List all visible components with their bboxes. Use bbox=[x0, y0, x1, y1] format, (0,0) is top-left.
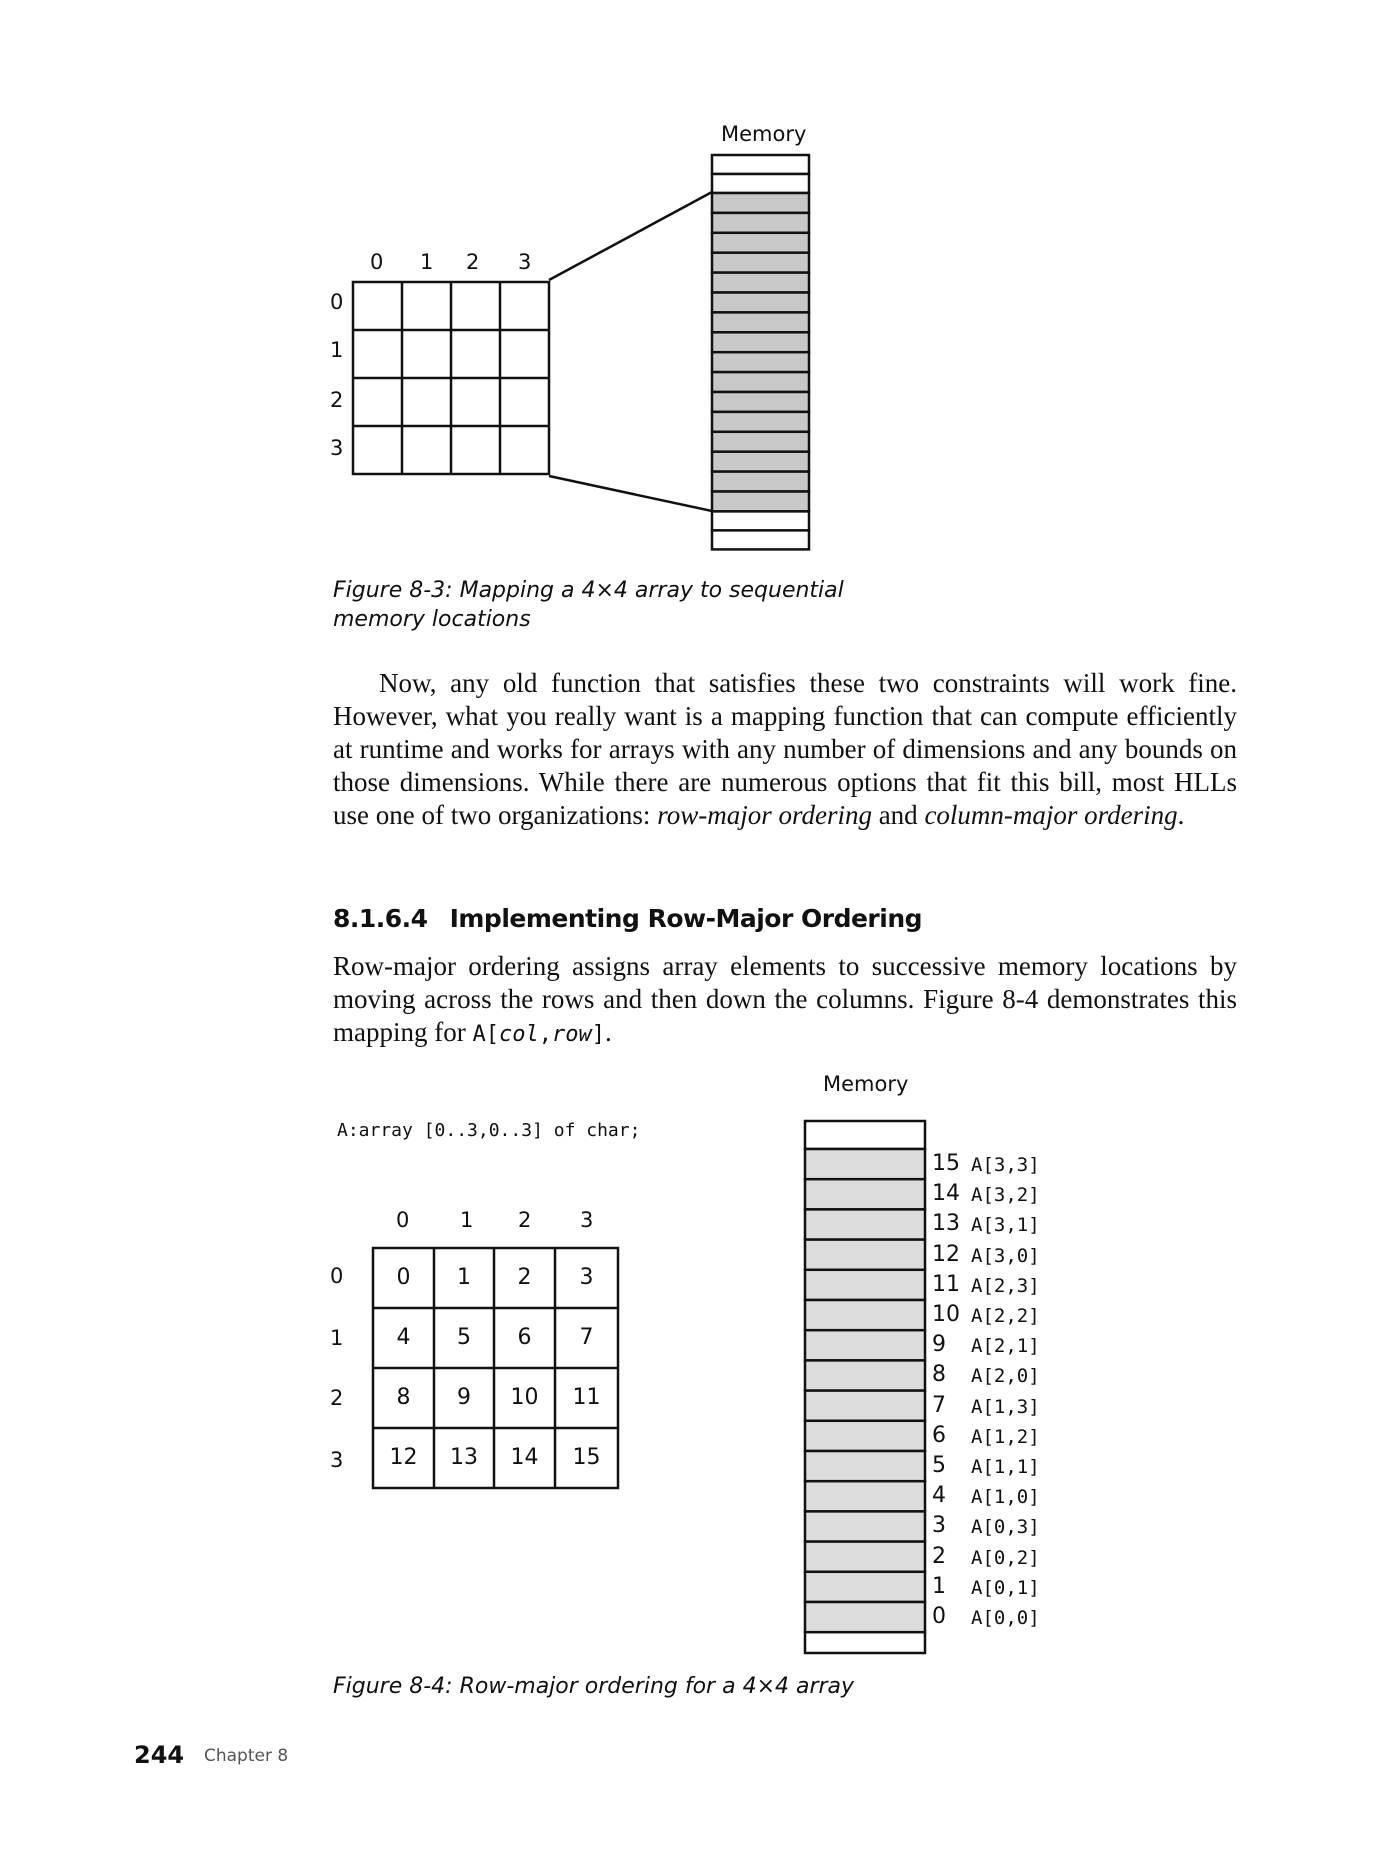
memory-cell bbox=[805, 1209, 925, 1239]
memory-element-label: A[0,2] bbox=[971, 1546, 1040, 1569]
memory-cell bbox=[712, 213, 809, 233]
memory-cell bbox=[712, 273, 809, 293]
array-cell-value: 15 bbox=[572, 1445, 601, 1470]
memory-cell-empty bbox=[712, 511, 809, 530]
memory-cell bbox=[805, 1542, 925, 1572]
code-text: col bbox=[498, 1022, 539, 1047]
memory-cell bbox=[805, 1391, 925, 1421]
memory-cell bbox=[712, 492, 809, 512]
figure-caption bbox=[333, 576, 844, 634]
col-index: 2 bbox=[518, 1208, 532, 1232]
memory-cell bbox=[712, 452, 809, 472]
inline-code bbox=[472, 1022, 605, 1047]
memory-cell bbox=[712, 332, 809, 352]
memory-element-label: A[1,3] bbox=[971, 1395, 1040, 1418]
body-paragraph bbox=[333, 667, 1237, 832]
memory-cell bbox=[805, 1330, 925, 1360]
row-index: 0 bbox=[330, 1264, 344, 1288]
col-index: 3 bbox=[518, 250, 532, 274]
array-cell-value: 4 bbox=[396, 1325, 411, 1350]
memory-element-label: A[3,0] bbox=[971, 1244, 1040, 1267]
array-grid bbox=[353, 282, 549, 474]
memory-column bbox=[712, 155, 809, 549]
code-text: ] bbox=[591, 1022, 605, 1047]
memory-index: 8 bbox=[932, 1362, 946, 1388]
memory-index: 3 bbox=[932, 1513, 946, 1539]
memory-cell bbox=[805, 1511, 925, 1541]
array-declaration: A:array [0..3,0..3] of char; bbox=[337, 1120, 641, 1141]
memory-cell bbox=[712, 312, 809, 332]
code-text: , bbox=[538, 1022, 552, 1047]
col-index: 1 bbox=[420, 250, 434, 274]
memory-element-label: A[2,2] bbox=[971, 1305, 1040, 1327]
array-cell-value: 10 bbox=[510, 1385, 539, 1410]
array-cell-value: 2 bbox=[517, 1265, 532, 1290]
row-index: 3 bbox=[330, 436, 344, 460]
body-paragraph bbox=[333, 950, 1237, 1051]
memory-element-label: A[3,1] bbox=[971, 1214, 1040, 1237]
term-column-major: column-major ordering bbox=[924, 800, 1178, 830]
memory-cell bbox=[712, 372, 809, 392]
memory-cell bbox=[712, 392, 809, 412]
memory-cell-empty bbox=[712, 174, 809, 193]
col-index: 0 bbox=[370, 250, 384, 274]
memory-column bbox=[805, 1121, 925, 1653]
row-index: 1 bbox=[330, 1326, 344, 1350]
row-index: 1 bbox=[330, 338, 344, 362]
memory-cell bbox=[805, 1421, 925, 1451]
col-index: 1 bbox=[460, 1208, 474, 1232]
memory-element-label: A[1,1] bbox=[971, 1456, 1040, 1478]
memory-cell bbox=[805, 1179, 925, 1209]
memory-cell bbox=[805, 1240, 925, 1270]
memory-index: 14 bbox=[932, 1181, 960, 1207]
section-heading bbox=[333, 904, 922, 933]
memory-index: 6 bbox=[932, 1422, 946, 1448]
memory-cell bbox=[712, 472, 809, 492]
code-text: A[ bbox=[472, 1022, 499, 1047]
memory-cell bbox=[712, 412, 809, 432]
memory-index: 7 bbox=[932, 1392, 946, 1418]
array-cell-value: 3 bbox=[579, 1265, 594, 1290]
memory-cell bbox=[805, 1360, 925, 1390]
memory-element-label: A[2,3] bbox=[971, 1274, 1040, 1297]
memory-label: Memory bbox=[721, 122, 807, 146]
memory-index: 13 bbox=[932, 1211, 960, 1237]
array-cell-value: 14 bbox=[510, 1445, 539, 1470]
caption-line: Figure 8-3: Mapping a 4×4 array to sequential bbox=[333, 578, 844, 603]
memory-element-label: A[3,3] bbox=[971, 1154, 1040, 1176]
connector-top bbox=[549, 192, 712, 280]
memory-element-label: A[1,0] bbox=[971, 1486, 1040, 1509]
array-cell-value: 8 bbox=[396, 1385, 411, 1410]
memory-cell bbox=[805, 1270, 925, 1300]
paragraph-text: . bbox=[1177, 800, 1185, 830]
row-index: 2 bbox=[330, 1386, 344, 1410]
array-cell-value: 6 bbox=[517, 1325, 532, 1350]
memory-element-label: A[2,0] bbox=[971, 1365, 1040, 1388]
section-number: 8.1.6.4 bbox=[333, 904, 428, 933]
memory-cell-empty bbox=[712, 155, 809, 174]
paragraph-text: and bbox=[871, 800, 925, 830]
memory-cell bbox=[712, 432, 809, 452]
array-cell-value: 5 bbox=[457, 1325, 471, 1350]
memory-element-label: A[0,3] bbox=[971, 1516, 1040, 1539]
memory-cell bbox=[805, 1572, 925, 1602]
memory-index: 4 bbox=[932, 1483, 946, 1509]
memory-index: 15 bbox=[932, 1151, 960, 1176]
memory-index: 1 bbox=[932, 1573, 946, 1599]
row-index: 2 bbox=[330, 388, 344, 412]
memory-element-label: A[0,1] bbox=[971, 1576, 1040, 1599]
array-cell-value: 11 bbox=[572, 1385, 601, 1410]
memory-element-label: A[3,2] bbox=[971, 1184, 1040, 1207]
memory-cell bbox=[805, 1300, 925, 1330]
memory-index: 10 bbox=[932, 1302, 960, 1327]
col-index: 0 bbox=[396, 1208, 410, 1232]
array-cell-value: 12 bbox=[389, 1445, 418, 1470]
memory-element-label: A[1,2] bbox=[971, 1425, 1040, 1448]
memory-cell bbox=[805, 1451, 925, 1481]
memory-index: 0 bbox=[932, 1604, 946, 1629]
memory-index: 2 bbox=[932, 1543, 946, 1569]
memory-index: 11 bbox=[932, 1271, 960, 1297]
term-row-major: row-major ordering bbox=[657, 800, 872, 830]
caption-line: memory locations bbox=[333, 607, 531, 632]
memory-cell-empty bbox=[805, 1121, 925, 1149]
memory-cell bbox=[712, 233, 809, 253]
memory-cell bbox=[712, 293, 809, 313]
memory-cell bbox=[712, 352, 809, 372]
paragraph-text: Now, any old function that satisfies these two constraints will work fine. However, what you really want is a mapping function that can compute efficiently at runtime and works for arrays with any number of dimensions and any bounds on those dimensions. While there are numerous options that fit this bill, most HLLs use one of two organizations: bbox=[333, 668, 1237, 830]
connector-bottom bbox=[549, 476, 712, 511]
paragraph-text: Row-major ordering assigns array elements to successive memory locations by moving across the rows and then down the columns. Figure 8-4 demonstrates this mapping for bbox=[333, 951, 1237, 1047]
paragraph-text: . bbox=[604, 1017, 612, 1047]
row-index: 0 bbox=[330, 290, 344, 314]
memory-element-label: A[0,0] bbox=[971, 1607, 1040, 1629]
array-cell-value: 1 bbox=[457, 1265, 471, 1290]
memory-cell bbox=[805, 1602, 925, 1632]
memory-element-label: A[2,1] bbox=[971, 1335, 1040, 1358]
memory-cell bbox=[805, 1149, 925, 1179]
col-index: 3 bbox=[580, 1208, 594, 1232]
section-title: Implementing Row-Major Ordering bbox=[449, 904, 923, 933]
array-cell-value: 9 bbox=[457, 1385, 471, 1410]
row-index: 3 bbox=[330, 1448, 344, 1472]
memory-index: 12 bbox=[932, 1241, 960, 1267]
memory-cell-empty bbox=[805, 1632, 925, 1653]
memory-index: 5 bbox=[932, 1453, 946, 1478]
code-text: row bbox=[551, 1022, 592, 1047]
col-index: 2 bbox=[466, 250, 480, 274]
array-cell-value: 7 bbox=[579, 1325, 594, 1350]
memory-cell bbox=[805, 1481, 925, 1511]
memory-cell bbox=[712, 193, 809, 213]
memory-index: 9 bbox=[932, 1332, 946, 1358]
figure-8-3-drawing bbox=[0, 0, 1400, 600]
figure-caption: Figure 8-4: Row-major ordering for a 4×4 array bbox=[333, 1674, 855, 1699]
memory-cell-empty bbox=[712, 530, 809, 549]
memory-cell bbox=[712, 253, 809, 273]
chapter-label: Chapter 8 bbox=[204, 1746, 289, 1766]
array-cell-value: 0 bbox=[396, 1265, 411, 1290]
memory-label: Memory bbox=[823, 1072, 909, 1096]
page-number: 244 bbox=[134, 1741, 185, 1769]
array-cell-value: 13 bbox=[450, 1445, 478, 1470]
